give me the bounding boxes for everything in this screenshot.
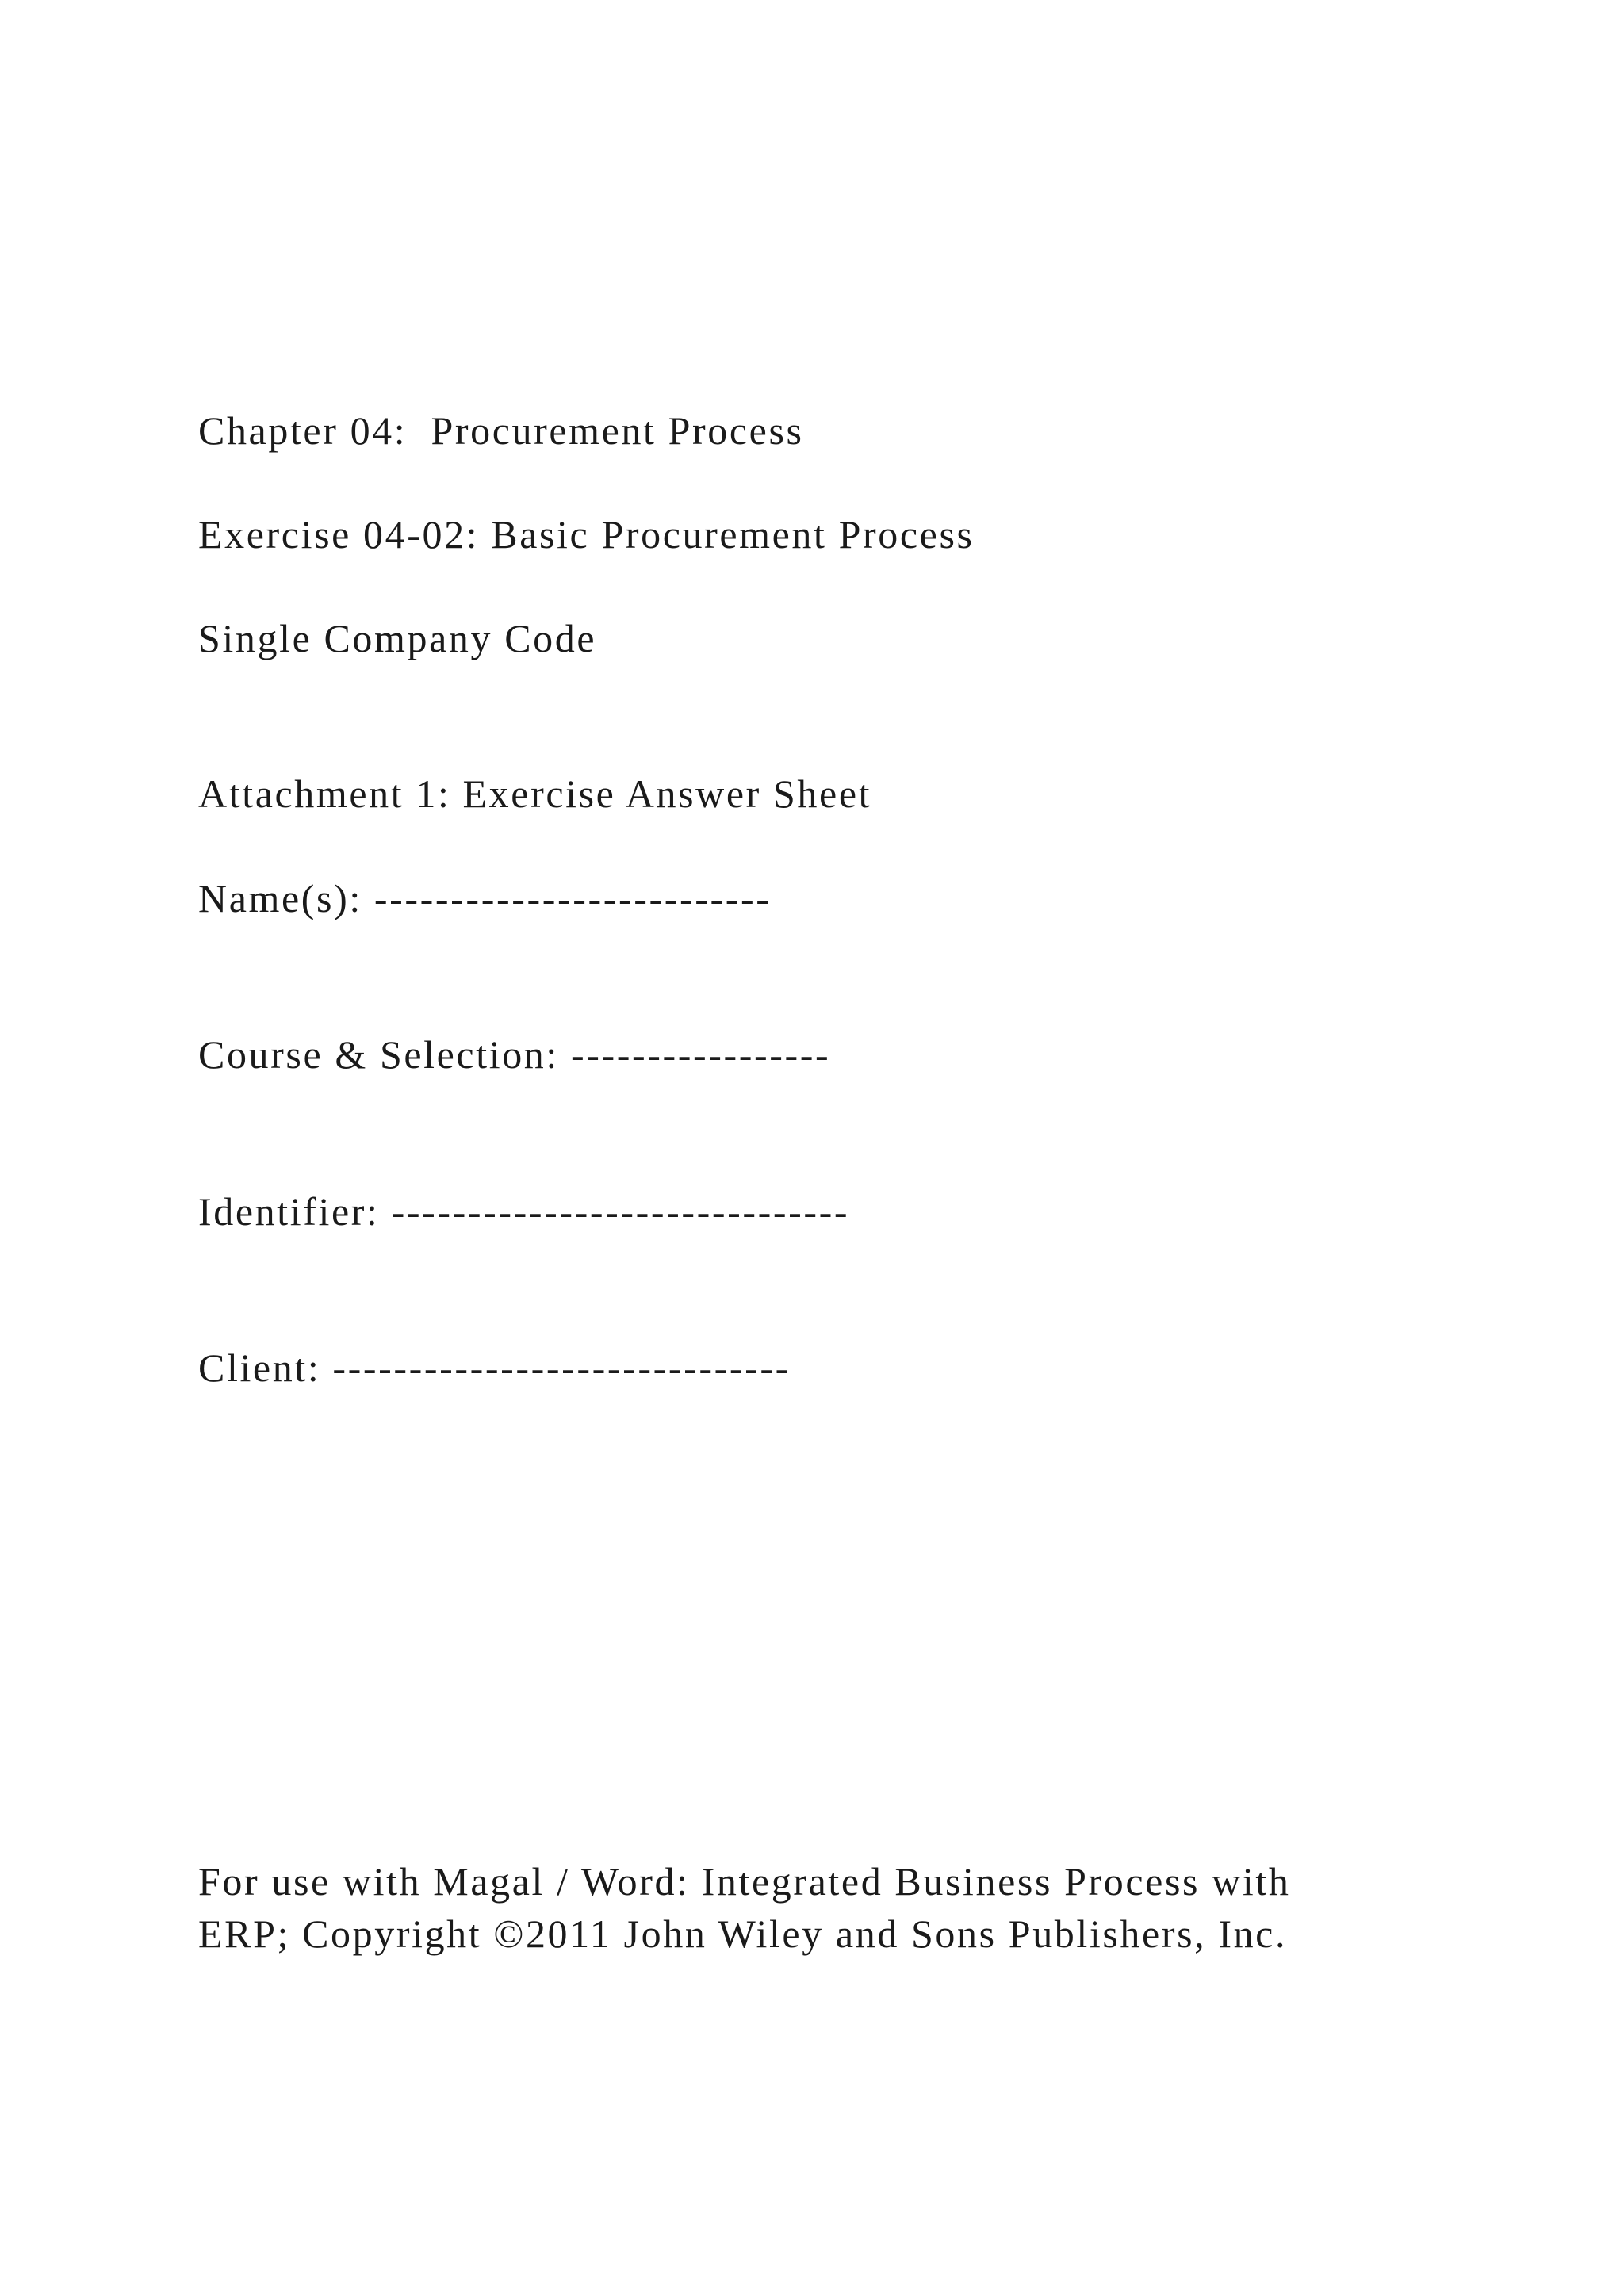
client-field: Client: ------------------------------ bbox=[198, 1345, 791, 1390]
chapter-title: Chapter 04: Procurement Process bbox=[198, 408, 804, 453]
footer-line-1: For use with Magal / Word: Integrated Business Process with bbox=[198, 1859, 1291, 1904]
exercise-title: Exercise 04-02: Basic Procurement Process bbox=[198, 512, 975, 557]
attachment-title: Attachment 1: Exercise Answer Sheet bbox=[198, 771, 872, 816]
names-field: Name(s): -------------------------- bbox=[198, 876, 772, 920]
document-subtitle: Single Company Code bbox=[198, 616, 597, 660]
copyright-footer bbox=[198, 1855, 1290, 1960]
footer-line-2: ERP; Copyright ©2011 John Wiley and Sons Publishers, Inc. bbox=[198, 1911, 1288, 1956]
identifier-field: Identifier: ------------------------------ bbox=[198, 1189, 850, 1234]
course-selection-field: Course & Selection: ----------------- bbox=[198, 1032, 831, 1077]
